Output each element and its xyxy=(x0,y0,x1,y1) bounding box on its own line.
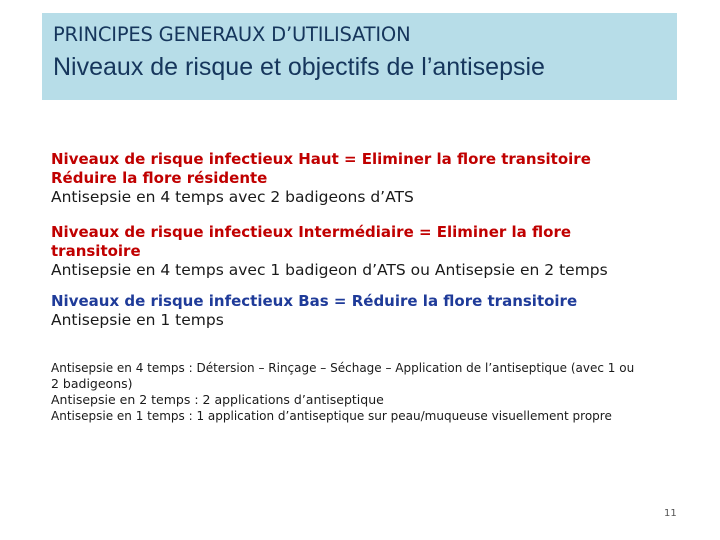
note-line: Antisepsie en 1 temps : 1 application d’antiseptique sur peau/muqueuse visuellement propre xyxy=(51,409,612,423)
risk-level-low-description: Antisepsie en 1 temps xyxy=(51,311,224,329)
slide-header xyxy=(42,13,677,100)
page-number: 11 xyxy=(664,508,677,519)
risk-level-low xyxy=(51,292,691,330)
risk-level-high xyxy=(51,150,691,207)
risk-level-low-heading: Niveaux de risque infectieux Bas = Réduire la flore transitoire xyxy=(51,292,578,310)
risk-level-high-heading-cont: Réduire la flore résidente xyxy=(51,169,268,187)
note-line: Antisepsie en 2 temps : 2 applications d’antiseptique xyxy=(51,392,384,407)
slide-title: PRINCIPES GENERAUX D’UTILISATION xyxy=(53,23,411,46)
slide-subtitle: Niveaux de risque et objectifs de l’antisepsie xyxy=(53,53,545,81)
note-line: 2 badigeons) xyxy=(51,376,133,391)
definitions-notes xyxy=(51,360,691,424)
risk-level-intermediate-description: Antisepsie en 4 temps avec 1 badigeon d’ATS ou Antisepsie en 2 temps xyxy=(51,261,608,279)
slide-content xyxy=(51,150,691,424)
note-line: Antisepsie en 4 temps : Détersion – Rinçage – Séchage – Application de l’antiseptique (avec 1 ou xyxy=(51,361,635,375)
risk-level-intermediate xyxy=(51,223,691,280)
risk-level-intermediate-heading: Niveaux de risque infectieux Intermédiaire = Eliminer la flore transitoire xyxy=(51,223,572,260)
risk-level-high-description: Antisepsie en 4 temps avec 2 badigeons d’ATS xyxy=(51,188,414,206)
risk-level-high-heading: Niveaux de risque infectieux Haut = Eliminer la flore transitoire xyxy=(51,150,591,168)
